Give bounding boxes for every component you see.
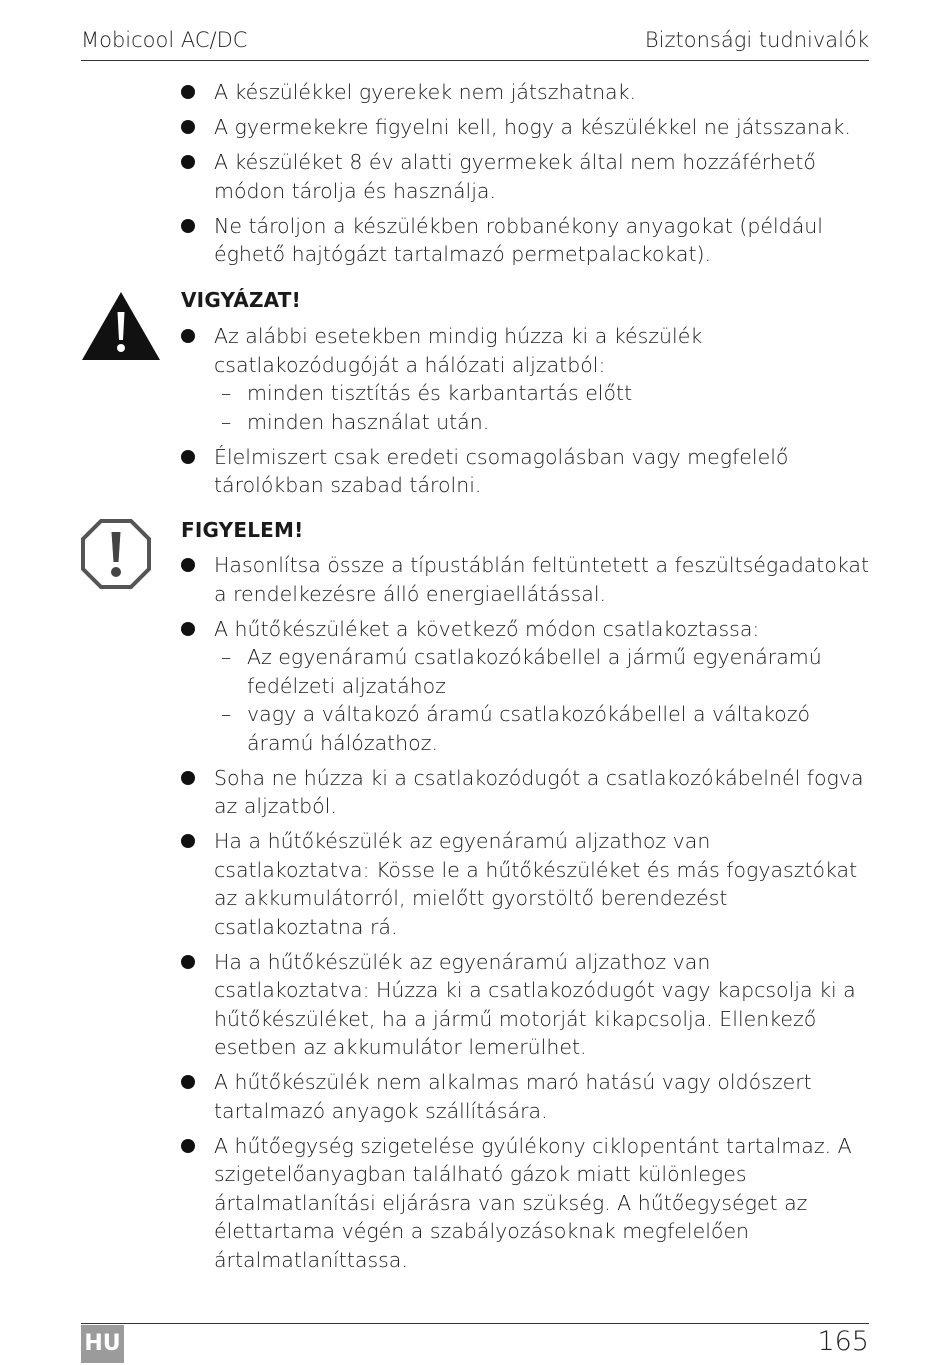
- caution-heading: VIGYÁZAT!: [181, 288, 301, 312]
- header-product-name: Mobicool AC/DC: [81, 28, 248, 52]
- list-item: Ha a hűtőkészülék az egyenáramú aljzathoz van csatlakoztatva: Kösse le a hűtőkészüléket és más fogyasztókat az akkumulátorról, mielőtt gyorstöltő berendezést csatlakoztatna rá.: [181, 827, 871, 941]
- intro-list: [181, 78, 871, 275]
- list-item: Soha ne húzza ki a csatlakozódugót a csatlakozókábelnél fogva az aljzatból.: [181, 764, 871, 821]
- bullet-icon: [181, 955, 195, 969]
- list-item: A készüléket 8 év alatti gyermekek által nem hozzáférhető módon tárolja és használja.: [181, 148, 871, 205]
- bullet-icon: [181, 155, 195, 169]
- list-item: Az alábbi esetekben mindig húzza ki a készülék csatlakozódugóját a hálózati aljzatból: – minden tisztítás és karbantartás előtt – minden használat után.: [181, 322, 871, 436]
- bullet-icon: [181, 120, 195, 134]
- bullet-icon: [181, 85, 195, 99]
- list-item: Ne tároljon a készülékben robbanékony anyagokat (például éghető hajtógázt tartalmazó permetpalackokat).: [181, 212, 871, 269]
- caution-list: [181, 322, 871, 506]
- sub-list: [214, 379, 871, 436]
- bullet-icon: [181, 329, 195, 343]
- language-badge: HU: [81, 1325, 124, 1363]
- list-item: A készülékkel gyerekek nem játszhatnak.: [181, 78, 871, 107]
- notice-list: [181, 551, 871, 1281]
- list-item: A hűtőegység szigetelése gyúlékony ciklopentánt tartalmaz. A szigetelőanyagban található gázok miatt különleges ártalmatlanítási eljárásra van szükség. A hűtőegységet az élettartama végén a szabályozásoknak megfelelően ártalmatlaníttassa.: [181, 1132, 871, 1275]
- bullet-icon: [181, 450, 195, 464]
- page-header: [81, 28, 869, 61]
- notice-heading: FIGYELEM!: [181, 518, 304, 542]
- list-item: A hűtőkészüléket a következő módon csatlakoztassa: – Az egyenáramú csatlakozókábellel a jármű egyenáramú fedélzeti aljzatához – vagy a váltakozó áramú csatlakozókábellel a váltakozó áramú hálózathoz.: [181, 615, 871, 758]
- bullet-icon: [181, 771, 195, 785]
- bullet-icon: [181, 834, 195, 848]
- dash-icon: –: [221, 645, 232, 669]
- sub-list: [214, 643, 871, 757]
- dash-icon: –: [221, 702, 232, 726]
- bullet-icon: [181, 1075, 195, 1089]
- list-item: A hűtőkészülék nem alkalmas maró hatású vagy oldószert tartalmazó anyagok szállítására.: [181, 1068, 871, 1125]
- bullet-icon: [181, 1139, 195, 1153]
- sub-list-item: – Az egyenáramú csatlakozókábellel a jármű egyenáramú fedélzeti aljzatához: [221, 645, 822, 698]
- list-item: Élelmiszert csak eredeti csomagolásban vagy megfelelő tárolókban szabad tárolni.: [181, 443, 871, 500]
- footer-divider: [81, 1323, 869, 1324]
- bullet-icon: [181, 219, 195, 233]
- dash-icon: –: [221, 409, 232, 434]
- warning-triangle-icon: [80, 290, 162, 362]
- dash-icon: –: [221, 381, 232, 405]
- list-item: Hasonlítsa össze a típustáblán feltüntetett a feszültségadatokat a rendelkezésre álló energiaellátással.: [181, 551, 871, 608]
- sub-list-item: – minden tisztítás és karbantartás előtt: [214, 379, 871, 408]
- bullet-icon: [181, 622, 195, 636]
- sub-list-item: – minden használat után.: [214, 408, 871, 437]
- notice-octagon-icon: [80, 518, 152, 590]
- header-section-title: Biztonsági tudnivalók: [644, 28, 869, 52]
- list-item: A gyermekekre figyelni kell, hogy a készülékkel ne játsszanak.: [181, 113, 871, 142]
- sub-list-item: – vagy a váltakozó áramú csatlakozókábellel a váltakozó áramú hálózathoz.: [221, 702, 811, 755]
- list-item: Ha a hűtőkészülék az egyenáramú aljzathoz van csatlakoztatva: Húzza ki a csatlakozódugót vagy kapcsolja ki a hűtőkészüléket, ha a jármű motorját kikapcsolja. Ellenkező esetben az akkumulátor lemerülhet.: [181, 948, 871, 1062]
- bullet-icon: [181, 558, 195, 572]
- page-number: 165: [817, 1326, 869, 1357]
